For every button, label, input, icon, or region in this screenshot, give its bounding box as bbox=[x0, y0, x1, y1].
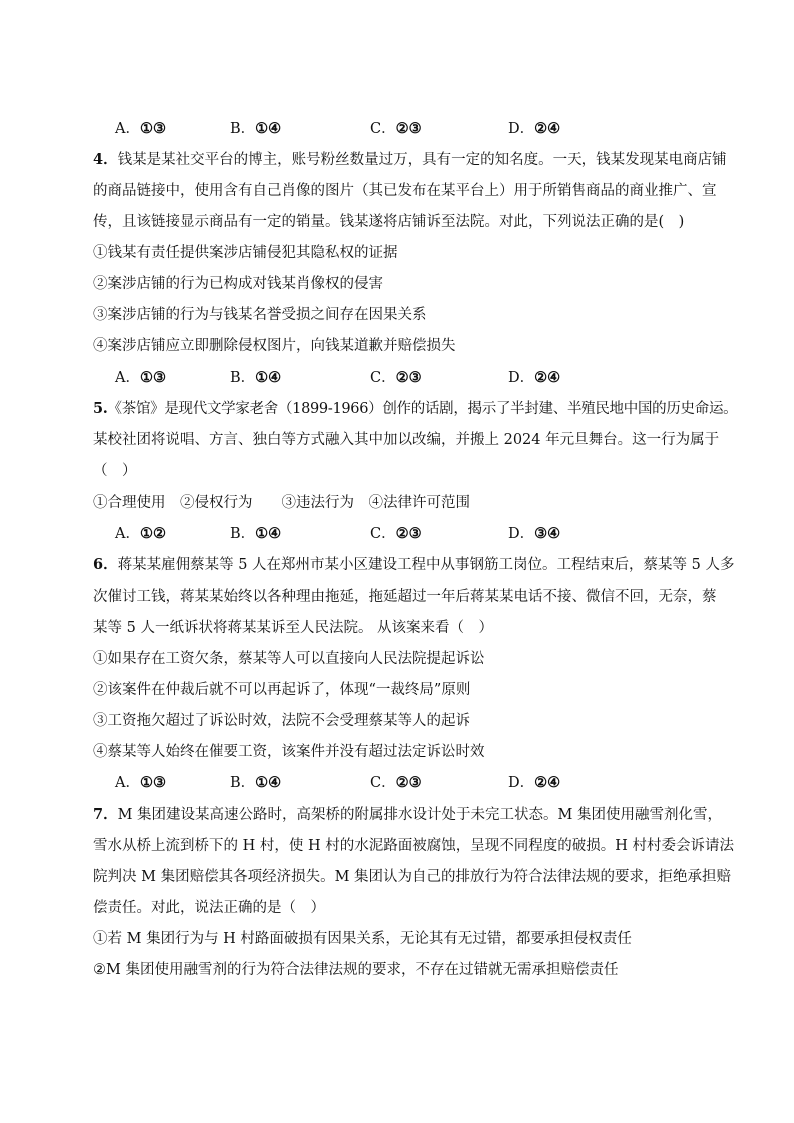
question-4-options bbox=[115, 368, 715, 388]
question-4-stem-line-1: 4．钱某是某社交平台的博主，账号粉丝数量过万，具有一定的知名度。一天，钱某发现某电商店铺 bbox=[93, 151, 727, 168]
question-6-statement-1: ①如果存在工资欠条，蔡某等人可以直接向人民法院提起诉讼 bbox=[93, 651, 485, 667]
question-7-statement-1: ①若 M 集团行为与 H 村路面破损有因果关系，无论其有无过错，都要承担侵权责任 bbox=[93, 931, 632, 947]
option-b: B．①④ bbox=[230, 525, 282, 542]
question-4-statement-3: ③案涉店铺的行为与钱某名誉受损之间存在因果关系 bbox=[93, 307, 427, 323]
question-4-stem-line-2: 的商品链接中，使用含有自己肖像的图片（其已发布在某平台上）用于所销售商品的商业推广、宣 bbox=[93, 183, 717, 199]
question-4-stem-line-3: 传，且该链接显示商品有一定的销量。钱某遂将店铺诉至法院。对此，下列说法正确的是( ) bbox=[93, 214, 685, 230]
question-5-stem-line-1: 5.《茶馆》是现代文学家老舍（1899-1966）创作的话剧，揭示了半封建、半殖民地中国的历史命运。 bbox=[93, 400, 738, 417]
option-d: D．③④ bbox=[508, 525, 561, 542]
option-c: C．②③ bbox=[370, 369, 422, 386]
option-a: A．①③ bbox=[115, 120, 166, 137]
option-d: D．②④ bbox=[508, 774, 561, 791]
option-b: B．①④ bbox=[230, 369, 282, 386]
question-5-stem-line-2: 某校社团将说唱、方言、独白等方式融入其中加以改编，并搬上 2024 年元旦舞台。这一行为属于 bbox=[93, 432, 720, 448]
question-7-stem-line-4: 偿责任。对此，说法正确的是（ ） bbox=[93, 900, 325, 916]
option-a: A．①② bbox=[115, 525, 166, 542]
option-c: C．②③ bbox=[370, 774, 422, 791]
question-6-statement-4: ④蔡某等人始终在催要工资，该案件并没有超过法定诉讼时效 bbox=[93, 744, 485, 760]
question-7-stem-line-1: 7．M 集团建设某高速公路时，高架桥的附属排水设计处于未完工状态。M 集团使用融雪剂化雪， bbox=[93, 806, 723, 823]
question-4-statement-4: ④案涉店铺应立即删除侵权图片，向钱某道歉并赔偿损失 bbox=[93, 338, 456, 354]
question-7-stem-line-3: 院判决 M 集团赔偿其各项经济损失。M 集团认为自己的排放行为符合法律法规的要求，拒绝承担赔 bbox=[93, 869, 732, 885]
prev-question-options bbox=[115, 119, 715, 139]
question-6-stem-line-2: 次催讨工钱，蒋某某始终以各种理由拖延，拖延超过一年后蒋某某电话不接、微信不回，无奈，蔡 bbox=[93, 589, 717, 605]
option-b: B．①④ bbox=[230, 120, 282, 137]
option-c: C．②③ bbox=[370, 525, 422, 542]
option-d: D．②④ bbox=[508, 120, 561, 137]
option-b: B．①④ bbox=[230, 774, 282, 791]
question-6-options bbox=[115, 773, 715, 793]
question-4-statement-1: ①钱某有责任提供案涉店铺侵犯其隐私权的证据 bbox=[93, 245, 398, 261]
question-6-number: 6． bbox=[93, 556, 118, 573]
question-6-statement-3: ③工资拖欠超过了诉讼时效，法院不会受理蔡某等人的起诉 bbox=[93, 713, 470, 729]
option-a: A．①③ bbox=[115, 369, 166, 386]
question-4-statement-2: ②案涉店铺的行为已构成对钱某肖像权的侵害 bbox=[93, 276, 383, 292]
option-c: C．②③ bbox=[370, 120, 422, 137]
question-5-statement-1: ①合理使用 ②侵权行为 ③违法行为 ④法律许可范围 bbox=[93, 495, 470, 511]
question-5-stem-line-3: （ ） bbox=[93, 463, 137, 479]
question-7-number: 7． bbox=[93, 806, 118, 823]
question-4-number: 4． bbox=[93, 151, 118, 168]
question-6-stem-line-3: 某等 5 人一纸诉状将蒋某某诉至人民法院。 从该案来看（ ） bbox=[93, 620, 494, 636]
question-7-stem-line-2: 雪水从桥上流到桥下的 H 村，使 H 村的水泥路面被腐蚀，呈现不同程度的破损。H 村村委会诉请法 bbox=[93, 838, 734, 854]
question-5-options bbox=[115, 524, 715, 544]
option-d: D．②④ bbox=[508, 369, 561, 386]
question-7-statement-2: ②M 集团使用融雪剂的行为符合法律法规的要求，不存在过错就无需承担赔偿责任 bbox=[93, 962, 619, 978]
option-a: A．①③ bbox=[115, 774, 166, 791]
question-5-number: 5. bbox=[93, 400, 108, 417]
question-6-statement-2: ②该案件在仲裁后就不可以再起诉了，体现“一裁终局”原则 bbox=[93, 682, 471, 698]
question-6-stem-line-1: 6．蒋某某雇佣蔡某等 5 人在郑州市某小区建设工程中从事钢筋工岗位。工程结束后，蔡某等 5 人多 bbox=[93, 556, 735, 573]
